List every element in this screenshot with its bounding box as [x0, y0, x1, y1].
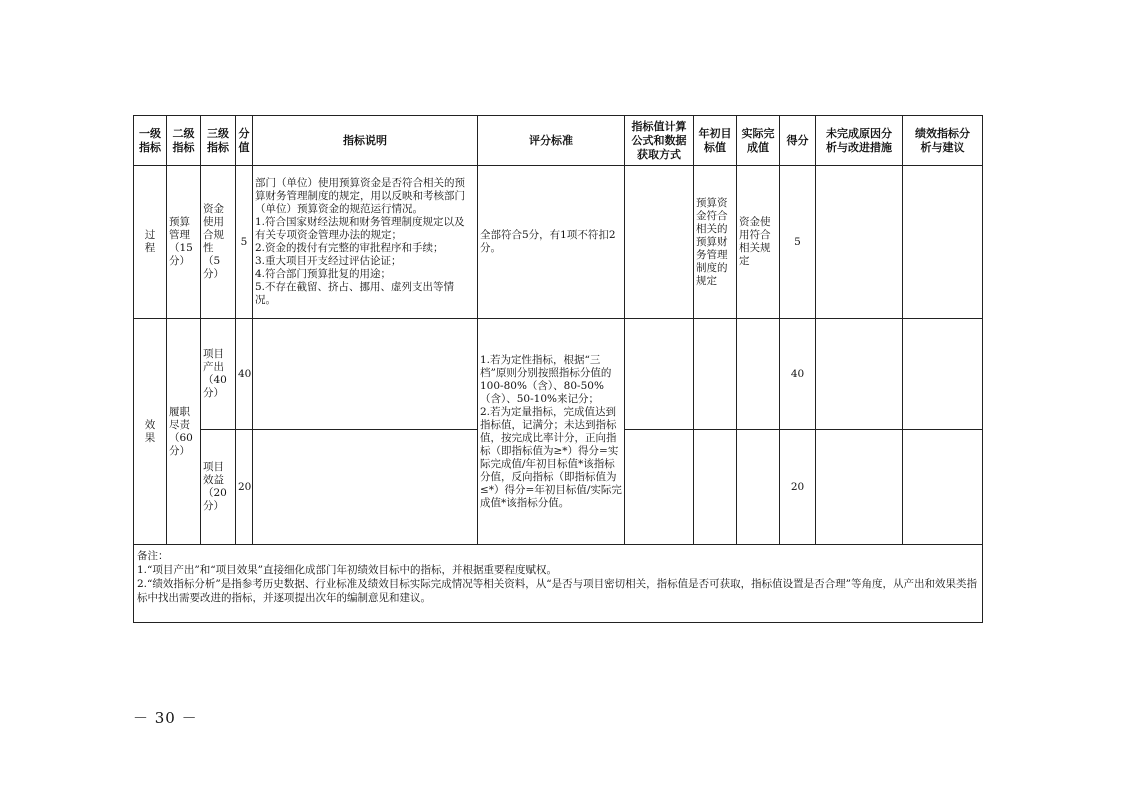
- process-got-score: 5: [780, 166, 816, 319]
- effect-level1: 效 果: [134, 319, 167, 545]
- process-actual: 资金使 用符合 相关规 定: [737, 166, 780, 319]
- benefit-score: 20: [236, 430, 253, 545]
- benefit-description: [253, 430, 478, 545]
- benefit-target: [694, 430, 737, 545]
- process-reason: [816, 166, 903, 319]
- benefit-actual: [737, 430, 780, 545]
- notes-cell: [134, 545, 983, 623]
- process-row: [134, 166, 983, 319]
- header-description: 指标说明: [253, 116, 478, 166]
- benefit-got-score: 20: [780, 430, 816, 545]
- notes-line-1: 1.“项目产出”和“项目效果”直接细化成部门年初绩效目标中的指标，并根据重要程度赋权。: [137, 564, 557, 576]
- benefit-advice: [903, 430, 983, 545]
- process-level2: 预算 管理 （15 分）: [167, 166, 201, 319]
- header-reason: 未完成原因分 析与改进措施: [816, 116, 903, 166]
- notes-line-2: 2.“绩效指标分析”是指参考历史数据、行业标准及绩效目标实际完成情况等相关资料，从“是否与项目密切相关，指标值是否可获取，指标值设置是否合理”等角度，从产出和效果类指标中找出需要改进的指标，并逐项提出次年的编制意见和建议。: [137, 578, 977, 604]
- header-level1: 一级 指标: [134, 116, 167, 166]
- header-level2: 二级 指标: [167, 116, 201, 166]
- process-level1: 过 程: [134, 166, 167, 319]
- process-score: 5: [236, 166, 253, 319]
- header-advice: 绩效指标分 析与建议: [903, 116, 983, 166]
- performance-evaluation-table: [133, 115, 983, 623]
- output-level3: 项目 产出 （40 分）: [201, 319, 236, 430]
- header-row: [134, 116, 983, 166]
- output-got-score: 40: [780, 319, 816, 430]
- page-number: － 30 －: [133, 709, 198, 727]
- header-target: 年初目 标值: [694, 116, 737, 166]
- process-criteria: 全部符合5分，有1项不符扣2分。: [478, 166, 625, 319]
- output-description: [253, 319, 478, 430]
- output-actual: [737, 319, 780, 430]
- output-target: [694, 319, 737, 430]
- benefit-level3: 项目 效益 （20 分）: [201, 430, 236, 545]
- notes-row: [134, 545, 983, 623]
- process-level3: 资金 使用 合规 性 （5 分）: [201, 166, 236, 319]
- output-reason: [816, 319, 903, 430]
- output-formula: [625, 319, 694, 430]
- process-advice: [903, 166, 983, 319]
- effect-criteria: 1.若为定性指标，根据“三档”原则分别按照指标分值的100-80%（含）、80-50%（含）、50-10%来记分； 2.若为定量指标，完成值达到指标值，记满分；未达到指标值，按完成比率计分，正向指标（即指标值为≥*）得分=实际完成值/年初目标值*该指标分值，反向指标（即指标值为≤*）得分=年初目标值/实际完成值*该指标分值。: [478, 319, 625, 545]
- header-criteria: 评分标准: [478, 116, 625, 166]
- output-score: 40: [236, 319, 253, 430]
- header-score: 分 值: [236, 116, 253, 166]
- header-formula: 指标值计算 公式和数据 获取方式: [625, 116, 694, 166]
- process-description: 部门（单位）使用预算资金是否符合相关的预算财务管理制度的规定，用以反映和考核部门（单位）预算资金的规范运行情况。 1.符合国家财经法规和财务管理制度规定以及有关专项资金管理办法的规定； 2.资金的拨付有完整的审批程序和手续； 3.重大项目开支经过评估论证； 4.符合部门预算批复的用途； 5.不存在截留、挤占、挪用、虚列支出等情况。: [253, 166, 478, 319]
- output-row: [134, 319, 983, 430]
- output-advice: [903, 319, 983, 430]
- process-target: 预算资 金符合 相关的 预算财 务管理 制度的 规定: [694, 166, 737, 319]
- benefit-reason: [816, 430, 903, 545]
- effect-level2: 履职 尽责 （60 分）: [167, 319, 201, 545]
- header-level3: 三级 指标: [201, 116, 236, 166]
- benefit-formula: [625, 430, 694, 545]
- header-actual: 实际完 成值: [737, 116, 780, 166]
- process-formula: [625, 166, 694, 319]
- notes-title: 备注：: [137, 550, 169, 562]
- header-got-score: 得分: [780, 116, 816, 166]
